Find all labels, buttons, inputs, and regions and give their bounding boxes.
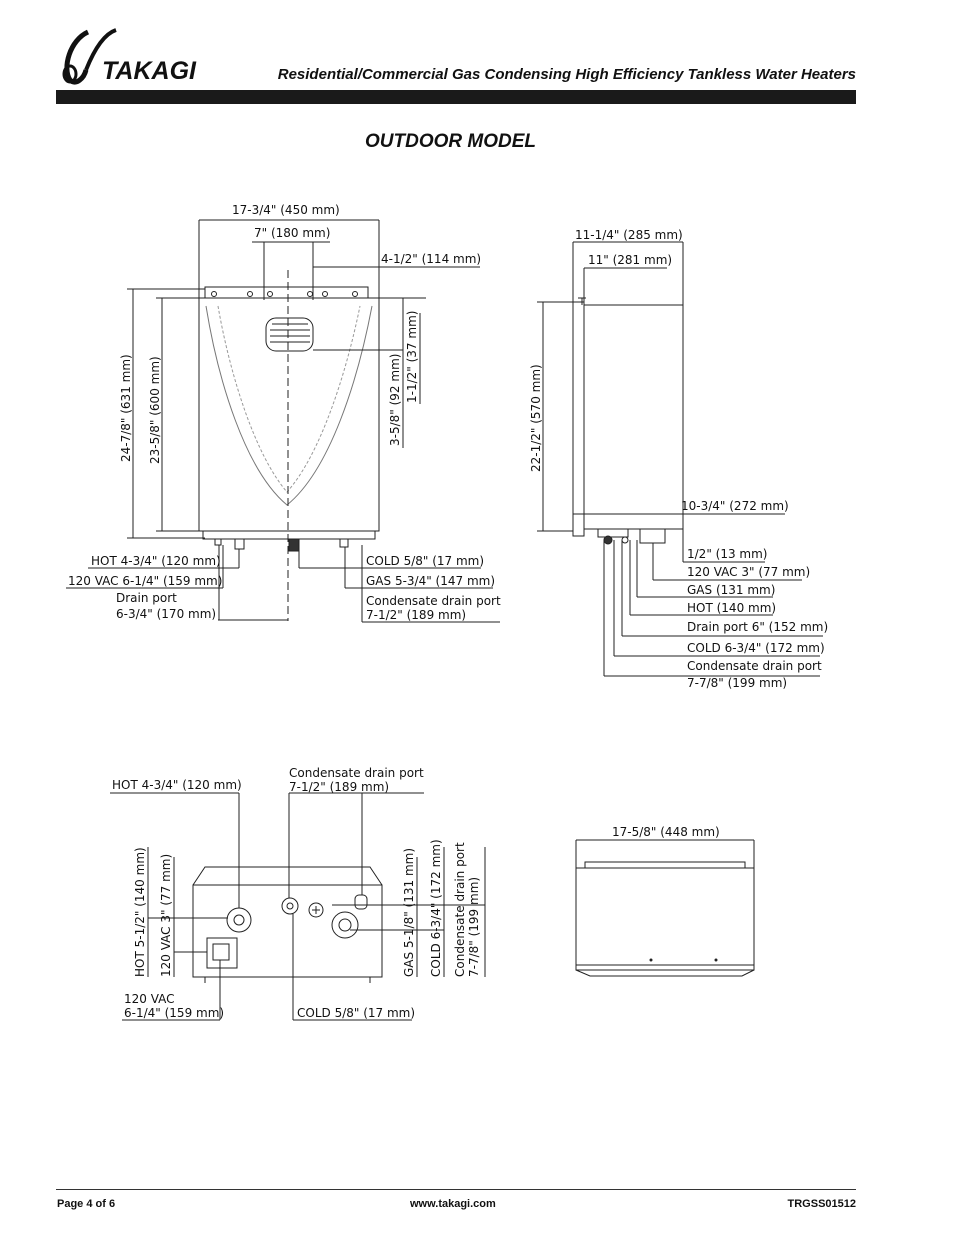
- front-condensate-label-2: 7-1/2" (189 mm): [366, 608, 467, 622]
- bottom-vac-bottom-label-2: 6-1/4" (159 mm): [124, 1006, 225, 1020]
- front-gas-label: GAS 5-3/4" (147 mm): [366, 574, 496, 588]
- document-title: Residential/Commercial Gas Condensing High Efficiency Tankless Water Heaters: [277, 66, 856, 83]
- side-drain-label: Drain port 6" (152 mm): [687, 620, 829, 634]
- page-number: Page 4 of 6: [57, 1198, 116, 1210]
- bottom-cold-side-label: COLD 6-3/4" (172 mm): [429, 839, 443, 977]
- side-depth-total-label: 11-1/4" (285 mm): [575, 228, 683, 242]
- model-title: OUTDOOR MODEL: [365, 131, 536, 152]
- footer-rule: [56, 1189, 856, 1190]
- front-vent-height-b-label: 1-1/2" (37 mm): [405, 310, 419, 403]
- side-bottom-depth-label: 10-3/4" (272 mm): [681, 499, 789, 513]
- bottom-hot-top-label: HOT 4-3/4" (120 mm): [112, 778, 242, 792]
- side-depth-body-label: 11" (281 mm): [588, 253, 673, 267]
- front-width-total-label: 17-3/4" (450 mm): [232, 203, 340, 217]
- side-d1-label: 1/2" (13 mm): [687, 547, 768, 561]
- website-url: www.takagi.com: [410, 1198, 496, 1210]
- side-condensate-label-1: Condensate drain port: [687, 659, 822, 673]
- front-hot-label: HOT 4-3/4" (120 mm): [91, 554, 221, 568]
- side-view: [537, 242, 823, 676]
- front-condensate-label-1: Condensate drain port: [366, 594, 501, 608]
- document-code: TRGSS01512: [787, 1198, 856, 1210]
- side-condensate-label-2: 7-7/8" (199 mm): [687, 676, 788, 690]
- bottom-vac-side-label: 120 VAC 3" (77 mm): [159, 853, 173, 977]
- front-cold-label: COLD 5/8" (17 mm): [366, 554, 485, 568]
- top-width-label: 17-5/8" (448 mm): [612, 825, 720, 839]
- bottom-cold-bottom-label: COLD 5/8" (17 mm): [297, 1006, 416, 1020]
- brand-name: TAKAGI: [102, 57, 196, 85]
- bottom-condensate-top-label-2: 7-1/2" (189 mm): [289, 780, 390, 794]
- side-hot-label: HOT (140 mm): [687, 601, 777, 615]
- bottom-gas-side-label: GAS 5-1/8" (131 mm): [402, 847, 416, 977]
- bottom-condensate-side-label-2: 7-7/8" (199 mm): [467, 876, 481, 977]
- front-height-body-label: 23-5/8" (600 mm): [148, 356, 162, 464]
- bottom-vac-bottom-label-1: 120 VAC: [124, 992, 175, 1006]
- side-height-label: 22-1/2" (570 mm): [529, 364, 543, 472]
- front-width-vent-label: 7" (180 mm): [254, 226, 331, 240]
- bottom-hot-side-label: HOT 5-1/2" (140 mm): [133, 847, 147, 977]
- front-drain-label-1: Drain port: [116, 591, 177, 605]
- front-vent-offset-label: 4-1/2" (114 mm): [381, 252, 482, 266]
- side-gas-label: GAS (131 mm): [687, 583, 776, 597]
- front-vent-height-a-label: 3-5/8" (92 mm): [388, 353, 402, 446]
- front-height-total-label: 24-7/8" (631 mm): [119, 354, 133, 462]
- top-view: [576, 840, 754, 976]
- front-vac-label: 120 VAC 6-1/4" (159 mm): [68, 574, 223, 588]
- front-drain-label-2: 6-3/4" (170 mm): [116, 607, 217, 621]
- bottom-condensate-top-label-1: Condensate drain port: [289, 766, 424, 780]
- side-vac-label: 120 VAC 3" (77 mm): [687, 565, 811, 579]
- bottom-condensate-side-label-1: Condensate drain port: [453, 842, 467, 977]
- side-cold-label: COLD 6-3/4" (172 mm): [687, 641, 825, 655]
